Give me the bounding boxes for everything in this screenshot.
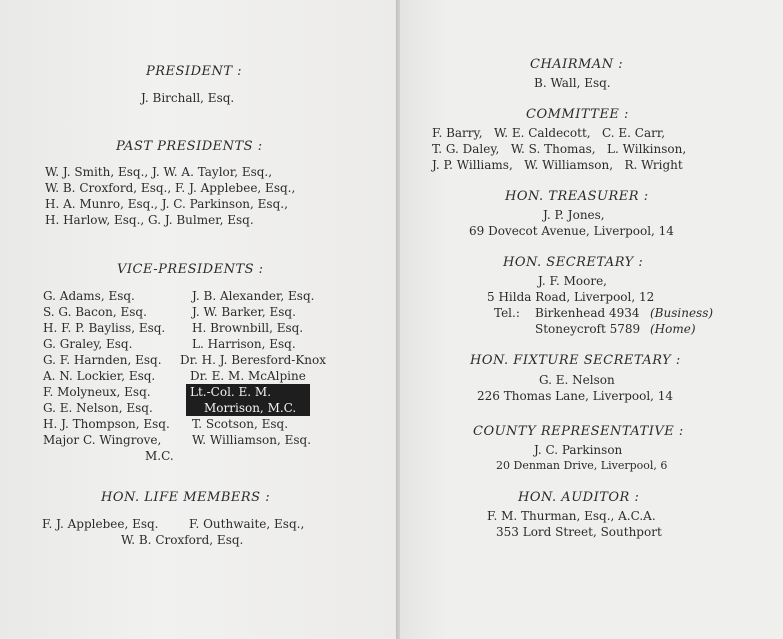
vice-president-col2: L. Harrison, Esq. <box>192 337 296 351</box>
highlighted-name-line1: Lt.-Col. E. M. <box>186 384 310 400</box>
county-line: 20 Denman Drive, Liverpool, 6 <box>496 459 668 472</box>
president-name: J. Birchall, Esq. <box>141 91 235 105</box>
vice-president-col2: J. B. Alexander, Esq. <box>192 289 315 303</box>
secretary-tel-business-note: (Business) <box>650 306 714 320</box>
vice-president-col1: S. G. Bacon, Esq. <box>43 305 147 319</box>
past-presidents-line: H. A. Munro, Esq., J. C. Parkinson, Esq., <box>45 197 288 211</box>
vice-president-col1: G. F. Harnden, Esq. <box>43 353 162 367</box>
life-members-heading: HON. LIFE MEMBERS : <box>101 490 271 505</box>
fixture-line: G. E. Nelson <box>539 373 615 387</box>
county-line: J. C. Parkinson <box>534 443 623 457</box>
chairman-name: B. Wall, Esq. <box>534 76 611 90</box>
auditor-line: F. M. Thurman, Esq., A.C.A. <box>487 509 656 523</box>
secretary-tel-home-note: (Home) <box>650 322 696 336</box>
county-heading: COUNTY REPRESENTATIVE : <box>473 424 684 439</box>
secretary-tel-business: Birkenhead 4934 <box>535 306 640 320</box>
vice-president-col1: F. Molyneux, Esq. <box>43 385 151 399</box>
committee-line: T. G. Daley, W. S. Thomas, L. Wilkinson, <box>432 142 687 156</box>
vice-president-col2: Dr. H. J. Beresford-Knox <box>180 353 327 367</box>
treasurer-heading: HON. TREASURER : <box>505 189 649 204</box>
life-members-line: W. B. Croxford, Esq. <box>121 533 244 547</box>
vice-presidents-heading: VICE-PRESIDENTS : <box>117 262 264 277</box>
secretary-name: J. F. Moore, <box>538 274 607 288</box>
committee-line: J. P. Williams, W. Williamson, R. Wright <box>432 158 683 172</box>
vice-president-col2: Dr. E. M. McAlpine <box>190 369 306 383</box>
vice-president-col2: T. Scotson, Esq. <box>192 417 289 431</box>
president-heading: PRESIDENT : <box>146 64 243 79</box>
past-presidents-line: W. B. Croxford, Esq., F. J. Applebee, Esq., <box>45 181 296 195</box>
vice-president-col1: H. J. Thompson, Esq. <box>43 417 170 431</box>
vice-president-col1: M.C. <box>145 449 174 463</box>
fixture-line: 226 Thomas Lane, Liverpool, 14 <box>477 389 674 403</box>
vice-president-col1: A. N. Lockier, Esq. <box>43 369 156 383</box>
vice-president-col1: G. E. Nelson, Esq. <box>43 401 153 415</box>
secretary-address: 5 Hilda Road, Liverpool, 12 <box>487 290 655 304</box>
vice-president-col2: H. Brownbill, Esq. <box>192 321 304 335</box>
secretary-heading: HON. SECRETARY : <box>503 255 644 270</box>
treasurer-line: J. P. Jones, <box>543 208 605 222</box>
committee-heading: COMMITTEE : <box>526 107 629 122</box>
auditor-heading: HON. AUDITOR : <box>518 490 640 505</box>
treasurer-line: 69 Dovecot Avenue, Liverpool, 14 <box>469 224 674 238</box>
chairman-heading: CHAIRMAN : <box>530 57 624 72</box>
vice-president-col2: W. Williamson, Esq. <box>192 433 312 447</box>
fixture-heading: HON. FIXTURE SECRETARY : <box>470 353 681 368</box>
vice-president-col1: Major C. Wingrove, <box>43 433 162 447</box>
committee-line: F. Barry, W. E. Caldecott, C. E. Carr, <box>432 126 666 140</box>
highlighted-name-line2: Morrison, M.C. <box>186 400 310 416</box>
past-presidents-line: W. J. Smith, Esq., J. W. A. Taylor, Esq., <box>45 165 273 179</box>
secretary-tel-home: Stoneycroft 5789 <box>535 322 641 336</box>
past-presidents-heading: PAST PRESIDENTS : <box>116 139 263 154</box>
vice-president-col1: G. Adams, Esq. <box>43 289 135 303</box>
secretary-tel-label: Tel.: <box>494 306 520 320</box>
auditor-line: 353 Lord Street, Southport <box>496 525 662 539</box>
past-presidents-line: H. Harlow, Esq., G. J. Bulmer, Esq. <box>45 213 254 227</box>
life-members-line: F. J. Applebee, Esq. F. Outhwaite, Esq., <box>42 517 305 531</box>
right-page <box>400 0 783 639</box>
vice-president-col1: H. F. P. Bayliss, Esq. <box>43 321 166 335</box>
vice-president-col1: G. Graley, Esq. <box>43 337 133 351</box>
vice-president-col2: J. W. Barker, Esq. <box>192 305 296 319</box>
